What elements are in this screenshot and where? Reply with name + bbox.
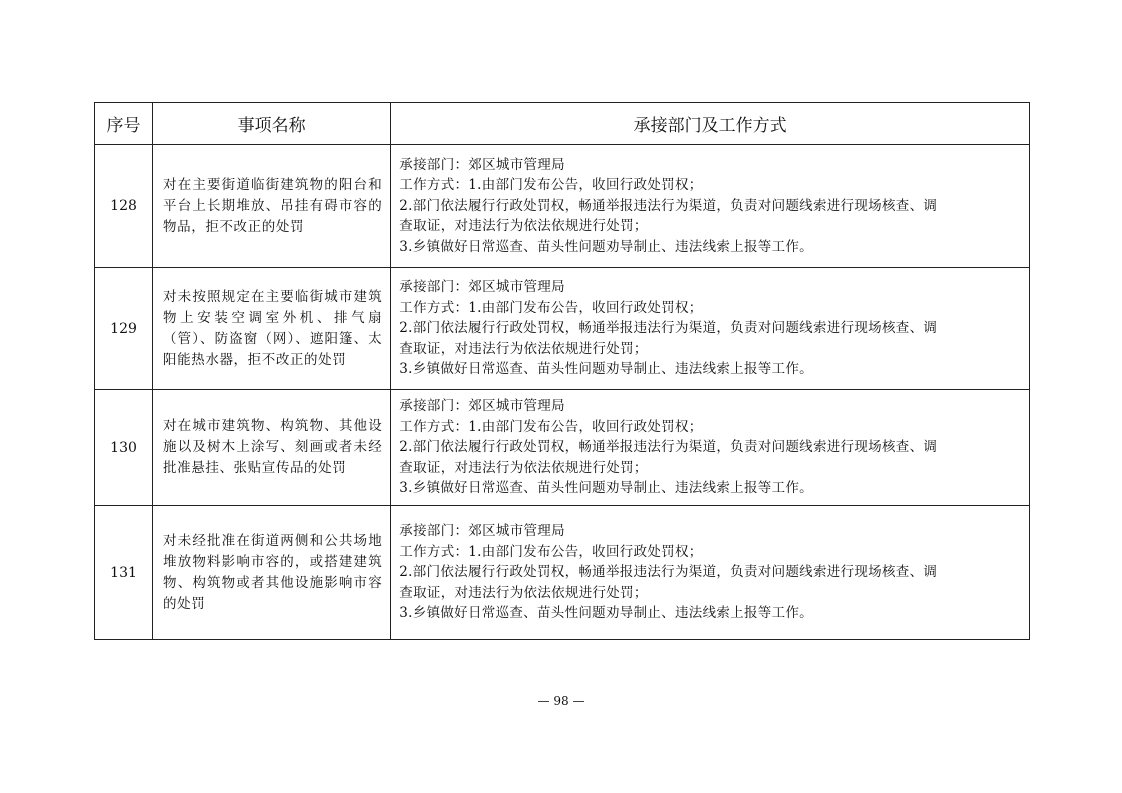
row-department-method: [391, 506, 1030, 640]
work-method-line: 2.部门依法履行行政处罚权，畅通举报违法行为渠道，负责对问题线索进行现场核查、调: [399, 564, 938, 581]
work-method-line: 工作方式：1.由部门发布公告，收回行政处罚权；: [399, 418, 703, 435]
row-serial-number: 129: [95, 268, 153, 390]
row-item-name: 对未按照规定在主要临街城市建筑物上安装空调室外机、排气扇（管）、防盗窗（网）、遮阳篷、太阳能热水器，拒不改正的处罚: [153, 268, 391, 390]
header-item-name: 事项名称: [153, 103, 391, 145]
table-row: [95, 145, 1030, 268]
work-method-line: 查取证，对违法行为依法依规进行处罚；: [399, 459, 648, 476]
work-method-line: 工作方式：1.由部门发布公告，收回行政处罚权；: [399, 299, 703, 316]
work-method-line: 2.部门依法履行行政处罚权，畅通举报违法行为渠道，负责对问题线索进行现场核查、调: [399, 197, 938, 214]
work-method-line: 3.乡镇做好日常巡查、苗头性问题劝导制止、违法线索上报等工作。: [399, 238, 813, 255]
row-department-method: [391, 145, 1030, 268]
row-serial-number: 131: [95, 506, 153, 640]
department-line: 承接部门：郊区城市管理局: [399, 156, 565, 173]
department-line: 承接部门：郊区城市管理局: [399, 279, 565, 296]
work-method-line: 3.乡镇做好日常巡查、苗头性问题劝导制止、违法线索上报等工作。: [399, 605, 813, 622]
header-serial-number: 序号: [95, 103, 153, 145]
items-table: [94, 102, 1030, 640]
department-line: 承接部门：郊区城市管理局: [399, 398, 565, 415]
work-method-line: 查取证，对违法行为依法依规进行处罚；: [399, 584, 648, 601]
row-serial-number: 130: [95, 390, 153, 506]
table-row: [95, 506, 1030, 640]
work-method-line: 工作方式：1.由部门发布公告，收回行政处罚权；: [399, 177, 703, 194]
row-item-name: 对未经批准在街道两侧和公共场地堆放物料影响市容的，或搭建建筑物、构筑物或者其他设施影响市容的处罚: [153, 506, 391, 640]
work-method-line: 3.乡镇做好日常巡查、苗头性问题劝导制止、违法线索上报等工作。: [399, 480, 813, 497]
work-method-line: 查取证，对违法行为依法依规进行处罚；: [399, 340, 648, 357]
table-header-row: [95, 103, 1030, 145]
row-department-method: [391, 268, 1030, 390]
department-line: 承接部门：郊区城市管理局: [399, 523, 565, 540]
row-item-name: 对在城市建筑物、构筑物、其他设施以及树木上涂写、刻画或者未经批准悬挂、张贴宣传品的处罚: [153, 390, 391, 506]
table-row: [95, 268, 1030, 390]
work-method-line: 3.乡镇做好日常巡查、苗头性问题劝导制止、违法线索上报等工作。: [399, 361, 813, 378]
work-method-line: 2.部门依法履行行政处罚权，畅通举报违法行为渠道，负责对问题线索进行现场核查、调: [399, 320, 938, 337]
row-department-method: [391, 390, 1030, 506]
row-serial-number: 128: [95, 145, 153, 268]
work-method-line: 2.部门依法履行行政处罚权，畅通举报违法行为渠道，负责对问题线索进行现场核查、调: [399, 439, 938, 456]
page-number: — 98 —: [537, 694, 585, 708]
work-method-line: 工作方式：1.由部门发布公告，收回行政处罚权；: [399, 543, 703, 560]
row-item-name: 对在主要街道临街建筑物的阳台和平台上长期堆放、吊挂有碍市容的物品，拒不改正的处罚: [153, 145, 391, 268]
header-department-method: 承接部门及工作方式: [391, 103, 1030, 145]
work-method-line: 查取证，对违法行为依法依规进行处罚；: [399, 218, 648, 235]
table-row: [95, 390, 1030, 506]
